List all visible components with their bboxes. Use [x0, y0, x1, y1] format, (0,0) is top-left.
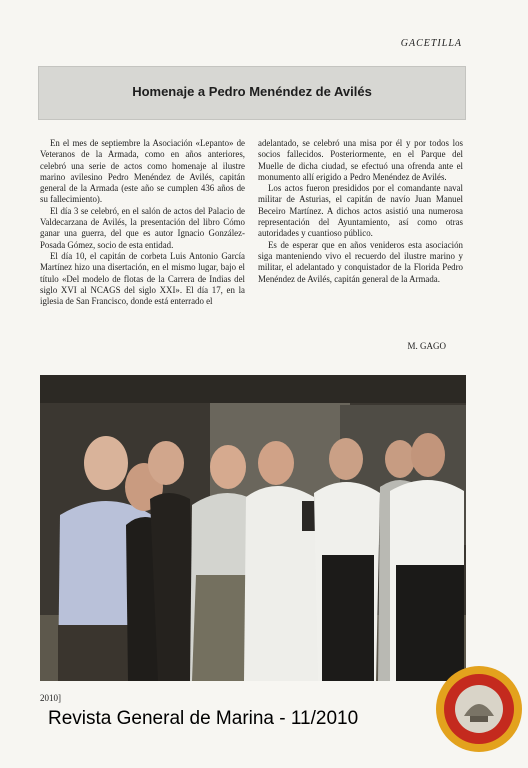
article-paragraph: Es de esperar que en años venideros esta asociación siga manteniendo vivo el recuerdo del ilustre marino y militar, el adelantado y conquistador de la Florida Pedro Menéndez de Avilés, capitán general de la Armada. — [258, 239, 463, 284]
journal-caption: Revista General de Marina - 11/2010 — [48, 708, 359, 729]
group-photo-image — [40, 375, 466, 681]
article-paragraph: adelantado, se celebró una misa por él y por todos los socios fallecidos. Posteriormente, en el Parque del Muelle de dicha ciudad, se efectuó una ofrenda ante el monumento allí erigido a Pedro Menéndez de Avilés. — [258, 138, 463, 182]
article-column-left — [40, 138, 245, 307]
article-paragraph: Los actos fueron presididos por el comandante naval militar de Asturias, el capitán de navío Juan Manuel Beceiro Martínez. A dichos actos asistió una numerosa representación del Ayuntamiento, así como otras autoridades y cuantioso público. — [258, 183, 463, 239]
section-label: GACETILLA — [400, 38, 462, 49]
seal-logo-icon — [434, 664, 524, 754]
article-paragraph: El día 3 se celebró, en el salón de actos del Palacio de Valdecarzana de Avilés, la presentación del libro Cómo ganar una guerra, del que es autor Ignacio González-Posada Gómez, socio de esta entidad. — [40, 205, 245, 250]
author-signature: M. GAGO — [407, 341, 446, 351]
article-paragraph: El día 10, el capitán de corbeta Luis Antonio García Martínez hizo una disertación, en el mismo lugar, bajo el título «Del modelo de flotas de la Carrera de Indias del siglo XVI al NCAGS del siglo XXI». El día 17, en la iglesia de San Francisco, donde está enterrado el — [40, 250, 245, 307]
group-photo — [40, 375, 466, 681]
title-band — [38, 66, 466, 120]
article-column-right — [258, 138, 463, 285]
association-seal — [434, 664, 524, 754]
article-paragraph: En el mes de septiembre la Asociación «Lepanto» de Veteranos de la Armada, como en años anteriores, celebró una serie de actos como homenaje al ilustre marino avilesino Pedro Menéndez de Avilés, capitán general de la Armada (este año se cumplen 436 años de su fallecimiento). — [40, 138, 245, 205]
article-title: Homenaje a Pedro Menéndez de Avilés — [132, 84, 372, 99]
year-folio: 2010] — [40, 693, 61, 703]
